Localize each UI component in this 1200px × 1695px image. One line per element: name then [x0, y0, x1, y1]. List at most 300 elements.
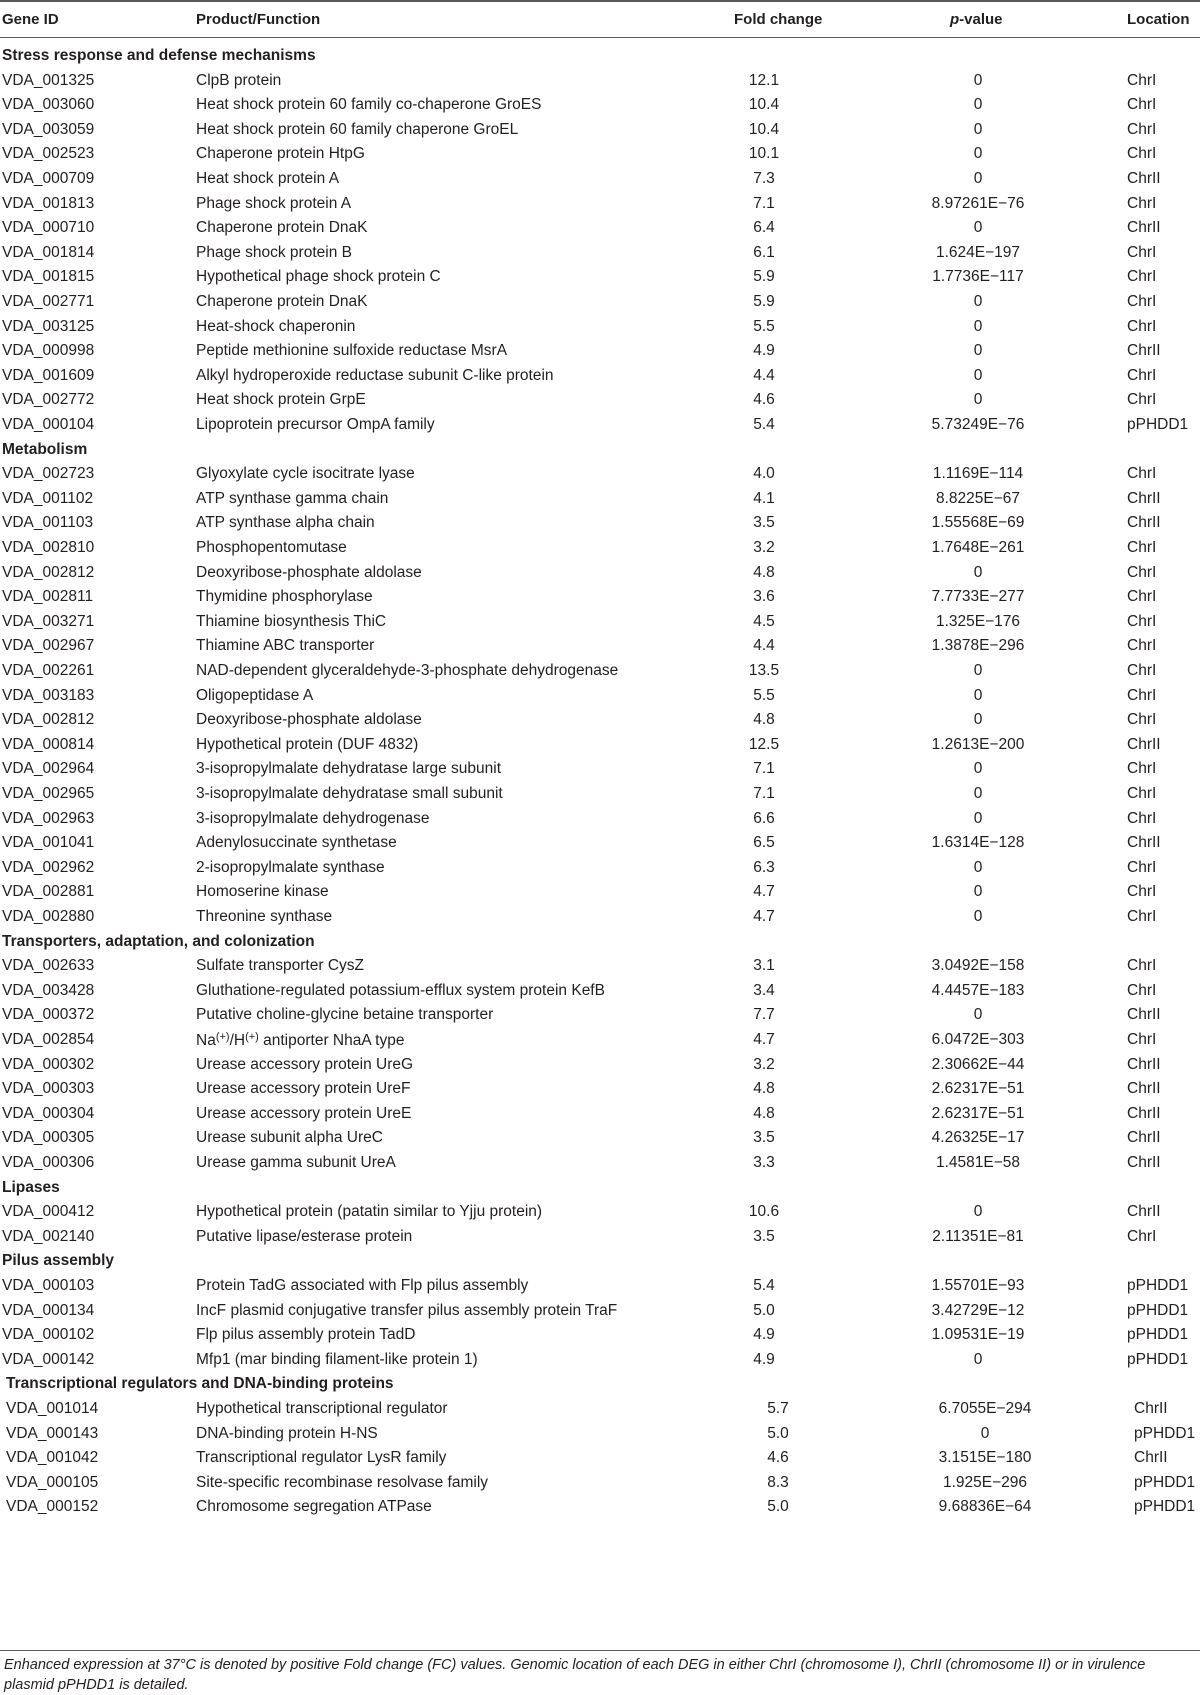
- table-footnote: Enhanced expression at 37°C is denoted by positive Fold change (FC) values. Genomic location of each DEG in either ChrI (chromosome I), ChrII (chromosome II) or in virulence plasmid pPHDD1 is detailed.: [4, 1657, 1146, 1693]
- fold-change-value: 8.3: [767, 1473, 789, 1491]
- gene-id-cell: VDA_000102: [2, 1326, 95, 1344]
- location-cell: ChrI: [1127, 981, 1157, 999]
- gene-id-cell: VDA_000152: [6, 1498, 99, 1516]
- p-value-value: 1.6314E−128: [931, 834, 1025, 852]
- table-row: [0, 1299, 1200, 1325]
- product-function-cell: Deoxyribose-phosphate aldolase: [196, 563, 422, 581]
- location-cell: ChrI: [1127, 145, 1157, 163]
- p-value-value: 0: [973, 120, 983, 138]
- p-value-value: 7.7733E−277: [931, 588, 1025, 606]
- section-heading: Metabolism: [2, 440, 88, 458]
- product-function-cell: Putative lipase/esterase protein: [196, 1227, 413, 1245]
- p-value-value: 1.325E−176: [935, 612, 1021, 630]
- location-cell: ChrII: [1127, 1006, 1161, 1024]
- table-row: [0, 192, 1200, 218]
- product-function-cell: Transcriptional regulator LysR family: [196, 1449, 447, 1467]
- location-cell: ChrI: [1127, 662, 1157, 679]
- p-value-value: 2.62317E−51: [931, 1104, 1025, 1122]
- product-function-cell: 3-isopropylmalate dehydratase small subunit: [196, 785, 503, 802]
- table-row: [0, 782, 1200, 808]
- gene-id-cell: VDA_002880: [2, 908, 95, 925]
- fold-change-value: 6.3: [753, 858, 775, 876]
- table-row: [0, 954, 1200, 980]
- table-row: [0, 216, 1200, 242]
- product-function-cell: Urease subunit alpha UreC: [196, 1129, 383, 1147]
- p-value-value: 5.73249E−76: [931, 416, 1025, 433]
- fold-change-value: 5.9: [753, 293, 775, 310]
- location-cell: ChrII: [1127, 489, 1161, 507]
- fold-change-value: 4.5: [753, 612, 775, 630]
- p-value-value: 1.55701E−93: [931, 1277, 1025, 1294]
- gene-id-cell: VDA_000104: [2, 416, 95, 433]
- location-cell: ChrII: [1127, 1080, 1161, 1098]
- fold-change-value: 7.1: [753, 194, 775, 212]
- table-row: [0, 561, 1200, 587]
- location-cell: ChrII: [1127, 170, 1161, 187]
- table-row: [0, 167, 1200, 193]
- fold-change-value: 7.1: [753, 760, 775, 778]
- fold-change-value: 4.7: [753, 908, 775, 925]
- fold-change-value: 3.1: [753, 957, 775, 975]
- section-heading: Stress response and defense mechanisms: [2, 47, 316, 64]
- product-function-cell: 3-isopropylmalate dehydrogenase: [196, 809, 430, 827]
- p-value-value: 2.30662E−44: [931, 1055, 1025, 1073]
- product-function-cell: ClpB protein: [196, 71, 282, 89]
- location-cell: ChrII: [1127, 219, 1161, 237]
- gene-id-cell: VDA_000998: [2, 342, 95, 360]
- p-value-value: 3.42729E−12: [931, 1301, 1025, 1319]
- gene-id-cell: VDA_000305: [2, 1129, 95, 1147]
- product-function-cell: Site-specific recombinase resolvase family: [196, 1473, 489, 1491]
- fold-change-value: 4.9: [753, 1326, 775, 1344]
- gene-id-cell: VDA_000306: [2, 1154, 95, 1171]
- p-value-value: 1.7736E−117: [932, 268, 1024, 286]
- location-cell: ChrI: [1127, 760, 1157, 778]
- charge-superscript: (+): [215, 1031, 230, 1043]
- location-cell: ChrII: [1134, 1449, 1168, 1467]
- p-value-value: 0: [973, 145, 983, 163]
- table-row: [0, 1126, 1200, 1152]
- p-value-value: 0: [973, 293, 983, 310]
- header-fold-change: Fold change: [734, 11, 823, 28]
- table-row: [0, 1077, 1200, 1103]
- gene-id-cell: VDA_000105: [6, 1473, 99, 1491]
- location-cell: ChrI: [1127, 243, 1157, 261]
- location-cell: ChrI: [1127, 71, 1157, 89]
- table-row: [0, 1274, 1200, 1300]
- product-function-cell: Phosphopentomutase: [196, 539, 347, 556]
- gene-id-cell: VDA_000412: [2, 1203, 95, 1221]
- table-row: [0, 413, 1200, 439]
- p-value-value: 0: [973, 858, 983, 876]
- fold-change-value: 5.4: [753, 1277, 775, 1294]
- gene-id-cell: VDA_002964: [2, 760, 95, 778]
- location-cell: ChrI: [1127, 908, 1157, 925]
- fold-change-value: 12.5: [748, 735, 780, 753]
- p-value-value: 0: [973, 1006, 983, 1024]
- p-value-value: 0: [973, 809, 983, 827]
- location-cell: ChrI: [1127, 1227, 1157, 1245]
- product-function-cell: Phage shock protein B: [196, 243, 352, 261]
- location-cell: ChrI: [1127, 883, 1157, 901]
- fold-change-value: 5.9: [753, 268, 775, 286]
- table-row: [0, 1225, 1200, 1251]
- product-function-cell: Flp pilus assembly protein TadD: [196, 1326, 416, 1344]
- table-row: [0, 1028, 1200, 1054]
- gene-id-cell: VDA_000134: [2, 1301, 95, 1319]
- table-row: [0, 339, 1200, 365]
- table-row: [0, 1471, 1200, 1497]
- gene-id-cell: VDA_000372: [2, 1006, 95, 1024]
- location-cell: pPHDD1: [1127, 1277, 1189, 1294]
- table-row: [0, 241, 1200, 267]
- fold-change-value: 3.5: [753, 1129, 775, 1147]
- p-value-value: 0: [973, 711, 983, 729]
- gene-id-cell: VDA_000103: [2, 1277, 95, 1294]
- location-cell: ChrI: [1127, 268, 1157, 286]
- table-row: [0, 1102, 1200, 1128]
- table-row: [0, 1422, 1200, 1448]
- location-cell: ChrI: [1127, 612, 1157, 630]
- p-value-value: 2.11351E−81: [932, 1227, 1024, 1245]
- location-cell: pPHDD1: [1134, 1473, 1196, 1491]
- product-function-cell: 3-isopropylmalate dehydratase large subunit: [196, 760, 502, 778]
- table-row: [0, 708, 1200, 734]
- p-value-value: 6.7055E−294: [938, 1400, 1032, 1417]
- location-cell: ChrI: [1127, 686, 1157, 704]
- fold-change-value: 4.8: [753, 1080, 775, 1098]
- location-cell: ChrI: [1127, 465, 1157, 483]
- location-cell: ChrI: [1127, 1031, 1157, 1048]
- table-row: [0, 462, 1200, 488]
- location-cell: ChrI: [1127, 96, 1157, 114]
- fold-change-value: 3.3: [753, 1154, 775, 1171]
- product-function-cell: Thiamine biosynthesis ThiC: [196, 612, 387, 630]
- fold-change-value: 10.4: [748, 96, 780, 114]
- p-value-value: 0: [973, 391, 983, 409]
- table-row: [0, 118, 1200, 144]
- location-cell: ChrII: [1127, 1129, 1161, 1147]
- p-value-value: 1.2613E−200: [931, 735, 1025, 753]
- fold-change-value: 7.7: [753, 1006, 775, 1024]
- table-row: [0, 1200, 1200, 1226]
- location-cell: ChrII: [1127, 1154, 1161, 1171]
- product-function-cell: Mfp1 (mar binding filament-like protein 1): [196, 1350, 478, 1368]
- p-value-value: 6.0472E−303: [931, 1031, 1025, 1048]
- p-value-value: 4.26325E−17: [931, 1129, 1025, 1147]
- product-function-cell: Thiamine ABC transporter: [196, 637, 375, 655]
- fold-change-value: 4.8: [753, 563, 775, 581]
- location-cell: ChrII: [1127, 834, 1161, 852]
- header-location: Location: [1127, 11, 1190, 28]
- p-value-value: 0: [973, 908, 983, 925]
- gene-id-cell: VDA_003271: [2, 612, 95, 630]
- table-row: [0, 536, 1200, 562]
- product-function-cell: Hypothetical protein (patatin similar to Yjju protein): [196, 1203, 543, 1221]
- section-heading: Transporters, adaptation, and colonization: [2, 932, 315, 950]
- p-value-value: 0: [973, 686, 983, 704]
- gene-id-cell: VDA_003059: [2, 120, 95, 138]
- gene-id-cell: VDA_002967: [2, 637, 95, 655]
- p-value-value: 9.68836E−64: [938, 1498, 1032, 1516]
- table-row: [0, 93, 1200, 119]
- p-value-value: 3.1515E−180: [938, 1449, 1032, 1467]
- p-value-value: 0: [973, 317, 983, 335]
- gene-id-cell: VDA_002523: [2, 145, 95, 163]
- product-function-cell: Hypothetical protein (DUF 4832): [196, 735, 419, 753]
- header-p-value: p-value: [950, 11, 1003, 28]
- product-function-cell: Heat-shock chaperonin: [196, 317, 356, 335]
- gene-id-cell: VDA_003125: [2, 317, 95, 335]
- fold-change-value: 5.5: [753, 317, 775, 335]
- gene-id-cell: VDA_002772: [2, 391, 95, 409]
- product-function-cell: Heat shock protein 60 family chaperone GroEL: [196, 120, 519, 138]
- fold-change-value: 6.4: [753, 219, 775, 237]
- product-function-cell: Hypothetical phage shock protein C: [196, 268, 441, 286]
- fold-change-value: 4.8: [753, 711, 775, 729]
- table-row: [0, 1323, 1200, 1349]
- location-cell: ChrII: [1127, 342, 1161, 360]
- table-row: [0, 856, 1200, 882]
- p-value-value: 0: [973, 760, 983, 778]
- table-row: [0, 1348, 1200, 1374]
- section-heading: Transcriptional regulators and DNA-binding proteins: [6, 1375, 394, 1393]
- product-function-cell: Chaperone protein DnaK: [196, 219, 368, 237]
- fold-change-value: 4.7: [753, 883, 775, 901]
- fold-change-value: 4.1: [753, 489, 775, 507]
- p-value-value: 2.62317E−51: [931, 1080, 1025, 1098]
- gene-id-cell: VDA_001014: [6, 1400, 99, 1417]
- fold-change-value: 5.0: [753, 1301, 775, 1319]
- gene-id-cell: VDA_002771: [2, 293, 95, 310]
- table-row: [0, 388, 1200, 414]
- fold-change-value: 3.5: [753, 514, 775, 532]
- fold-change-value: 6.1: [753, 243, 775, 261]
- location-cell: ChrI: [1127, 366, 1157, 384]
- table-row: [0, 1151, 1200, 1177]
- section-heading: Pilus assembly: [2, 1252, 115, 1270]
- location-cell: ChrI: [1127, 563, 1157, 581]
- p-value-value: 1.3878E−296: [931, 637, 1025, 655]
- product-function-cell: Lipoprotein precursor OmpA family: [196, 416, 435, 433]
- fold-change-value: 4.7: [753, 1031, 775, 1048]
- fold-change-value: 3.6: [753, 588, 775, 606]
- product-function-cell: Adenylosuccinate synthetase: [196, 834, 397, 852]
- gene-id-cell: VDA_001813: [2, 194, 95, 212]
- gene-id-cell: VDA_001325: [2, 71, 95, 89]
- gene-id-cell: VDA_000142: [2, 1350, 95, 1368]
- product-function-cell: Glyoxylate cycle isocitrate lyase: [196, 465, 415, 483]
- gene-id-cell: VDA_001041: [2, 834, 95, 852]
- product-function-cell: Chaperone protein DnaK: [196, 293, 368, 310]
- gene-id-cell: VDA_000304: [2, 1104, 95, 1122]
- table-row: [0, 265, 1200, 291]
- fold-change-value: 4.9: [753, 1350, 775, 1368]
- p-value-value: 1.925E−296: [942, 1473, 1028, 1491]
- p-value-value: 3.0492E−158: [931, 957, 1025, 975]
- fold-change-value: 4.8: [753, 1104, 775, 1122]
- product-function-cell: Heat shock protein 60 family co-chaperone GroES: [196, 96, 542, 114]
- product-function-cell: Urease accessory protein UreF: [196, 1080, 411, 1098]
- location-cell: ChrI: [1127, 120, 1157, 138]
- p-value-value: 1.624E−197: [935, 243, 1021, 261]
- gene-id-cell: VDA_002140: [2, 1227, 95, 1245]
- fold-change-value: 5.7: [767, 1400, 789, 1417]
- section-heading: Lipases: [2, 1178, 60, 1196]
- table-row: [0, 487, 1200, 513]
- top-rule: [0, 0, 1200, 2]
- product-function-cell: NAD-dependent glyceraldehyde-3-phosphate dehydrogenase: [196, 662, 619, 679]
- header-gene-id: Gene ID: [2, 11, 59, 28]
- table-row: [0, 880, 1200, 906]
- gene-id-cell: VDA_001814: [2, 243, 95, 261]
- location-cell: ChrII: [1127, 1203, 1161, 1221]
- p-value-value: 8.97261E−76: [931, 194, 1025, 212]
- gene-id-cell: VDA_000709: [2, 170, 95, 187]
- product-function-cell: Homoserine kinase: [196, 883, 329, 901]
- product-function-cell: Hypothetical transcriptional regulator: [196, 1400, 448, 1417]
- table-row: [0, 511, 1200, 537]
- location-cell: ChrII: [1127, 735, 1161, 753]
- fold-change-value: 6.5: [753, 834, 775, 852]
- table-row: [0, 290, 1200, 316]
- gene-id-cell: VDA_002965: [2, 785, 95, 802]
- product-function-cell: Protein TadG associated with Flp pilus assembly: [196, 1277, 529, 1294]
- p-value-value: 1.7648E−261: [931, 539, 1025, 556]
- location-cell: ChrI: [1127, 588, 1157, 606]
- fold-change-value: 3.2: [753, 539, 775, 556]
- table-row: [0, 1446, 1200, 1472]
- table-row: [0, 610, 1200, 636]
- gene-id-cell: VDA_002854: [2, 1031, 95, 1048]
- fold-change-value: 7.3: [753, 170, 775, 187]
- location-cell: ChrI: [1127, 785, 1157, 802]
- location-cell: pPHDD1: [1134, 1424, 1196, 1442]
- gene-id-cell: VDA_001102: [2, 489, 94, 507]
- table-row: [0, 1495, 1200, 1521]
- product-function-cell: Threonine synthase: [196, 908, 333, 925]
- fold-change-value: 5.4: [753, 416, 775, 433]
- product-function-cell: Gluthatione-regulated potassium-efflux system protein KefB: [196, 981, 605, 999]
- gene-id-cell: VDA_000302: [2, 1055, 95, 1073]
- location-cell: pPHDD1: [1127, 1301, 1189, 1319]
- fold-change-value: 3.4: [753, 981, 775, 999]
- table-row: [0, 757, 1200, 783]
- gene-id-cell: VDA_002723: [2, 465, 95, 483]
- table-row: [0, 1053, 1200, 1079]
- gene-id-cell: VDA_002811: [2, 588, 94, 606]
- gene-id-cell: VDA_002812: [2, 711, 95, 729]
- table-row: [0, 733, 1200, 759]
- location-cell: pPHDD1: [1134, 1498, 1196, 1516]
- p-value-value: 0: [973, 219, 983, 237]
- product-function-cell: Urease gamma subunit UreA: [196, 1154, 396, 1171]
- table-row: [0, 69, 1200, 95]
- gene-id-cell: VDA_002812: [2, 563, 95, 581]
- p-value-value: 1.1169E−114: [932, 465, 1024, 483]
- product-text: /H: [229, 1032, 246, 1049]
- p-value-value: 1.55568E−69: [931, 514, 1025, 532]
- product-function-cell: Heat shock protein A: [196, 170, 340, 187]
- location-cell: pPHDD1: [1127, 1350, 1189, 1368]
- product-function-cell: Alkyl hydroperoxide reductase subunit C-like protein: [196, 366, 554, 384]
- p-value-value: 4.4457E−183: [931, 981, 1025, 999]
- location-cell: ChrII: [1127, 514, 1161, 532]
- charge-superscript: (+): [245, 1031, 259, 1043]
- product-function-cell: Peptide methionine sulfoxide reductase MsrA: [196, 342, 508, 360]
- fold-change-value: 4.0: [753, 465, 775, 483]
- gene-id-cell: VDA_001103: [2, 514, 94, 532]
- product-function-cell: Oligopeptidase A: [196, 686, 314, 704]
- p-value-value: 0: [973, 1203, 983, 1221]
- gene-id-cell: VDA_001042: [6, 1449, 99, 1467]
- product-function-cell: Chaperone protein HtpG: [196, 145, 365, 163]
- fold-change-value: 13.5: [748, 662, 780, 679]
- table-row: [0, 585, 1200, 611]
- fold-change-value: 6.6: [753, 809, 775, 827]
- product-function-cell: ATP synthase alpha chain: [196, 514, 375, 532]
- location-cell: ChrI: [1127, 957, 1157, 975]
- p-value-value: 0: [973, 1350, 983, 1368]
- location-cell: ChrI: [1127, 391, 1157, 409]
- location-cell: ChrI: [1127, 539, 1157, 556]
- p-value-value: 8.8225E−67: [935, 489, 1021, 507]
- fold-change-value: 4.6: [753, 391, 775, 409]
- p-value-value: 0: [973, 662, 983, 679]
- product-function-cell: Phage shock protein A: [196, 194, 352, 212]
- product-function-cell: IncF plasmid conjugative transfer pilus assembly protein TraF: [196, 1301, 618, 1319]
- location-cell: pPHDD1: [1127, 1326, 1189, 1344]
- location-cell: pPHDD1: [1127, 416, 1189, 433]
- product-function-cell: DNA-binding protein H-NS: [196, 1424, 378, 1442]
- fold-change-value: 10.4: [748, 120, 780, 138]
- fold-change-value: 3.2: [753, 1055, 775, 1073]
- p-value-value: 0: [973, 785, 983, 802]
- p-value-value: 0: [973, 71, 983, 89]
- p-value-value: 0: [973, 342, 983, 360]
- location-cell: ChrII: [1127, 1104, 1161, 1122]
- p-value-value: 0: [973, 96, 983, 114]
- location-cell: ChrI: [1127, 809, 1157, 827]
- gene-id-cell: VDA_002881: [2, 883, 95, 901]
- location-cell: ChrI: [1127, 194, 1157, 212]
- product-function-cell: 2-isopropylmalate synthase: [196, 858, 385, 876]
- product-function-cell: Heat shock protein GrpE: [196, 391, 366, 409]
- fold-change-value: 7.1: [753, 785, 775, 802]
- table-row: [0, 807, 1200, 833]
- table-row: [0, 684, 1200, 710]
- product-function-cell: ATP synthase gamma chain: [196, 489, 389, 507]
- gene-id-cell: VDA_001815: [2, 268, 95, 286]
- header-product-function: Product/Function: [196, 11, 321, 28]
- fold-change-value: 4.9: [753, 342, 775, 360]
- gene-id-cell: VDA_000303: [2, 1080, 95, 1098]
- table-row: [0, 1003, 1200, 1029]
- table-row: [0, 659, 1200, 685]
- gene-id-cell: VDA_002963: [2, 809, 95, 827]
- gene-id-cell: VDA_002810: [2, 539, 95, 556]
- location-cell: ChrII: [1134, 1400, 1168, 1417]
- table-row: [0, 979, 1200, 1005]
- p-value-value: 0: [973, 366, 983, 384]
- location-cell: ChrI: [1127, 858, 1157, 876]
- p-value-value: 0: [973, 170, 983, 187]
- p-value-value: 0: [980, 1424, 990, 1442]
- fold-change-value: 5.0: [767, 1424, 789, 1442]
- fold-change-value: 12.1: [748, 71, 780, 89]
- gene-id-cell: VDA_000710: [2, 219, 95, 237]
- fold-change-value: 4.4: [753, 637, 775, 655]
